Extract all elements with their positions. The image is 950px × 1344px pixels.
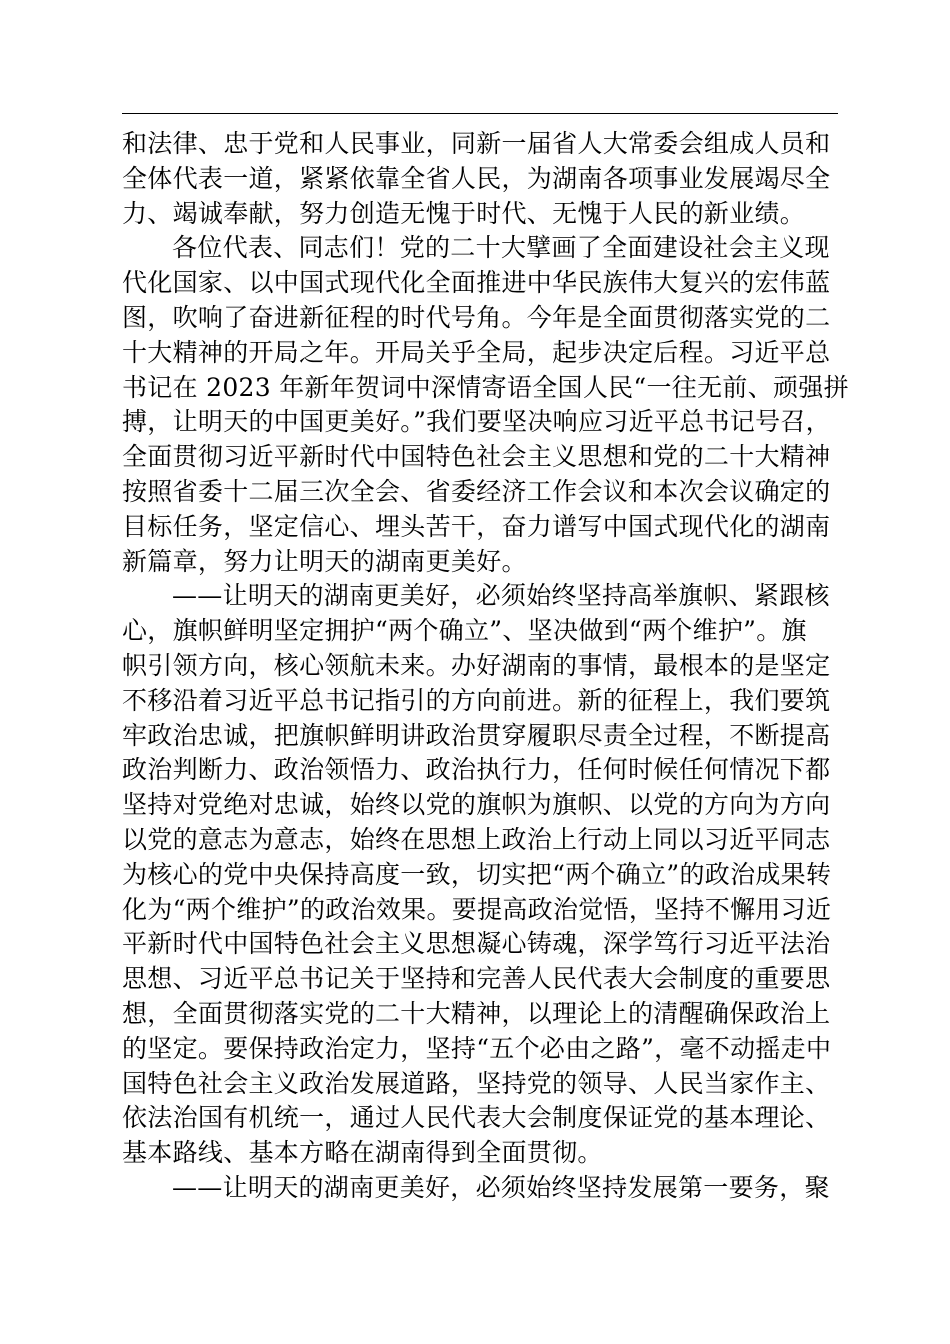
text-line: 坚持对党绝对忠诚，始终以党的旗帜为旗帜、以党的方向为方向 (122, 790, 831, 820)
text-line: 图，吹响了奋进新征程的时代号角。今年是全面贯彻落实党的二 (122, 302, 831, 332)
text-line: 搏，让明天的中国更美好。”我们要坚决响应习近平总书记号召， (122, 407, 831, 437)
paragraph-start-line: 各位代表、同志们！党的二十大擘画了全面建设社会主义现 (172, 233, 830, 263)
text-line: 平新时代中国特色社会主义思想凝心铸魂，深学笃行习近平法治 (122, 929, 831, 959)
text-line: 思想、习近平总书记关于坚持和完善人民代表大会制度的重要思 (122, 964, 831, 994)
text-line: 依法治国有机统一，通过人民代表大会制度保证党的基本理论、 (122, 1103, 831, 1133)
text-line: 为核心的党中央保持高度一致，切实把“两个确立”的政治成果转 (122, 859, 832, 889)
text-line: 不移沿着习近平总书记指引的方向前进。新的征程上，我们要筑 (122, 685, 831, 715)
text-line: 十大精神的开局之年。开局关乎全局，起步决定后程。习近平总 (122, 337, 831, 367)
text-line: 心，旗帜鲜明坚定拥护“两个确立”、坚决做到“两个维护”。旗 (122, 616, 807, 646)
document-body (122, 127, 852, 1206)
text-line: 的坚定。要保持政治定力，坚持“五个必由之路”，毫不动摇走中 (122, 1033, 832, 1063)
text-line: 牢政治忠诚，把旗帜鲜明讲政治贯穿履职尽责全过程，不断提高 (122, 720, 831, 750)
text-line: 目标任务，坚定信心、埋头苦干，奋力谱写中国式现代化的湖南 (122, 511, 831, 541)
text-line: 政治判断力、政治领悟力、政治执行力，任何时候任何情况下都 (122, 755, 831, 785)
text-line: 以党的意志为意志，始终在思想上政治上行动上同以习近平同志 (122, 824, 831, 854)
paragraph-start-line: ——让明天的湖南更美好，必须始终坚持高举旗帜、紧跟核 (172, 581, 830, 611)
text-line: 化为“两个维护”的政治效果。要提高政治觉悟，坚持不懈用习近 (122, 894, 832, 924)
text-line: 新篇章，努力让明天的湖南更美好。 (122, 546, 527, 576)
text-line: 代化国家、以中国式现代化全面推进中华民族伟大复兴的宏伟蓝 (122, 268, 831, 298)
text-line: 按照省委十二届三次全会、省委经济工作会议和本次会议确定的 (122, 476, 831, 506)
text-line: 书记在 2023 年新年贺词中深情寄语全国人民“一往无前、顽强拼 (122, 372, 849, 402)
text-line: 基本路线、基本方略在湖南得到全面贯彻。 (122, 1138, 603, 1168)
text-line: 力、竭诚奉献，努力创造无愧于时代、无愧于人民的新业绩。 (122, 198, 806, 228)
paragraph-start-line: ——让明天的湖南更美好，必须始终坚持发展第一要务，聚 (172, 1172, 830, 1202)
text-line: 全面贯彻习近平新时代中国特色社会主义思想和党的二十大精神 (122, 442, 831, 472)
text-line: 国特色社会主义政治发展道路，坚持党的领导、人民当家作主、 (122, 1068, 831, 1098)
header-rule (122, 113, 838, 114)
text-line: 想，全面贯彻落实党的二十大精神，以理论上的清醒确保政治上 (122, 998, 831, 1028)
text-line: 帜引领方向，核心领航未来。办好湖南的事情，最根本的是坚定 (122, 650, 831, 680)
text-line: 全体代表一道，紧紧依靠全省人民，为湖南各项事业发展竭尽全 (122, 163, 831, 193)
text-line: 和法律、忠于党和人民事业，同新一届省人大常委会组成人员和 (122, 129, 831, 158)
